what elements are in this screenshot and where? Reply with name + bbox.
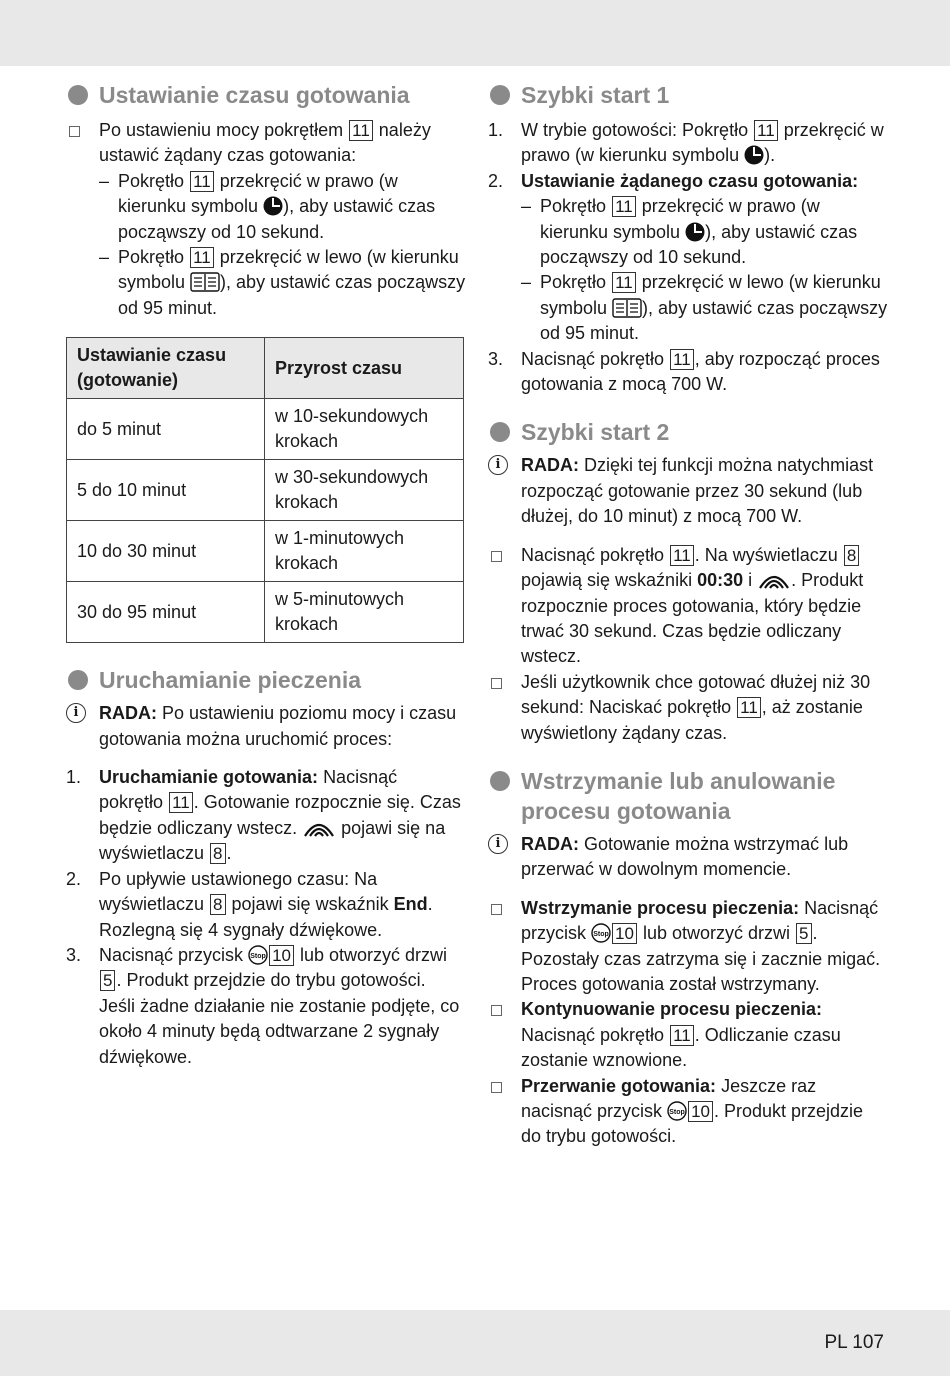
numbered-item: 3. Nacisnąć przycisk Stop 10 lub otworzyć drzwi 5 . Produkt przejdzie do trybu gotowości. Jeśli żadne działanie nie zostanie podjęte, co około 4 minuty będą odtwarzane 2 sygnały dźwiękowe. [66,944,460,1067]
sub-item: – Pokrętło 11 przekręcić w lewo (w kierunku symbolu ), aby ustawić czas począwszy od 95 minut. [521,272,888,344]
section-title-start-baking: Uruchamianie pieczenia [66,665,466,695]
table-row [67,460,464,521]
ref-knob: 11 [612,196,636,217]
ref-knob: 11 [612,272,636,293]
bullet-item: Nacisnąć pokrętło 11 . Na wyświetlaczu 8 pojawią się wskaźniki 00:30 i . Produkt rozpocznie proces gotowania, który będzie trwać 30 sekund. Czas będzie odliczany wstecz. [488,543,888,670]
bullet-item: Wstrzymanie procesu pieczenia: Nacisnąć przycisk Stop 10 lub otworzyć drzwi 5 . Pozostały czas zatrzyma się i zacznie migać. Proces gotowania został wstrzymany. [488,896,888,998]
header-band [0,0,950,66]
sub-item: – Pokrętło 11 przekręcić w lewo (w kierunku symbolu ), aby ustawić czas począwszy od 95 minut. [99,247,466,318]
info-icon: i [488,834,508,854]
tip-item: i RADA: Gotowanie można wstrzymać lub przerwać w dowolnym momencie. [488,832,888,883]
sub-item: – Pokrętło 11 przekręcić w prawo (w kierunku symbolu ), aby ustawić czas począwszy od 10 sekund. [99,170,436,242]
table-cell: do 5 minut [67,399,265,460]
ref-knob: 11 [670,545,694,566]
section-title-quick-start-2: Szybki start 2 [488,417,888,447]
bullet-dot-icon [490,771,510,791]
checkbox-bullet-icon [491,551,502,562]
ref-display: 8 [210,894,225,915]
checkbox-bullet-icon [491,1005,502,1016]
table-cell: 5 do 10 minut [67,460,265,521]
bullet-dot-icon [490,422,510,442]
svg-text:Stop: Stop [669,1109,685,1116]
ref-door: 5 [796,923,811,944]
footer-band [0,1310,950,1376]
bullet-item: Kontynuowanie procesu pieczenia: Nacisnąć pokrętło 11 . Odliczanie czasu zostanie wznowione. [488,997,888,1073]
section-title-quick-start-1: Szybki start 1 [488,80,888,110]
table-header-cell: Ustawianie czasu (gotowanie) [67,338,265,399]
numbered-item: 3. Nacisnąć pokrętło 11 , aby rozpocząć proces gotowania z mocą 700 W. [488,348,880,395]
right-column [488,80,888,1150]
table-row [67,582,464,643]
bullet-item: Jeśli użytkownik chce gotować dłużej niż 30 sekund: Naciskać pokrętło 11 , aż zostanie wyświetlony żądany czas. [488,670,888,746]
bullet-dot-icon [68,85,88,105]
tip-item: i RADA: Po ustawieniu poziomu mocy i czasu gotowania można uruchomić proces: [66,701,466,752]
table-row [67,521,464,582]
book-symbol-icon [190,272,220,292]
bullet-dot-icon [68,670,88,690]
numbered-item: 1. Uruchamianie gotowania: Nacisnąć pokrętło 11 . Gotowanie rozpocznie się. Czas będzie odliczany wstecz. pojawi się na wyświetlaczu 8 . [66,767,461,864]
ref-knob: 11 [670,1025,694,1046]
stop-button-icon [667,1101,687,1121]
ref-knob: 11 [169,792,193,813]
table-cell: w 5-minutowych krokach [265,582,464,643]
left-column [66,80,466,1070]
ref-knob: 11 [349,120,373,141]
section-title-pause-cancel: Wstrzymanie lub anulowanie procesu gotowania [488,766,888,826]
bullet-item: Przerwanie gotowania: Jeszcze raz nacisnąć przycisk Stop 10 . Produkt przejdzie do trybu gotowości. [488,1074,888,1150]
checkbox-bullet-icon [491,1082,502,1093]
sub-item: – Pokrętło 11 przekręcić w prawo (w kierunku symbolu ), aby ustawić czas począwszy od 10 sekund. [521,196,858,268]
table-cell: w 1-minutowych krokach [265,521,464,582]
bullet-dot-icon [490,85,510,105]
cooking-waves-icon [757,568,791,590]
clock-symbol-icon [744,145,764,165]
table-row [67,399,464,460]
table-cell: 30 do 95 minut [67,582,265,643]
page-number: PL 107 [824,1332,884,1353]
ref-stop: 10 [269,945,294,966]
clock-symbol-icon [685,222,705,242]
ref-knob: 11 [190,171,214,192]
checkbox-bullet-icon [491,904,502,915]
checkbox-bullet-icon [69,126,80,137]
ref-display: 8 [844,545,859,566]
ref-knob: 11 [670,349,694,370]
svg-text:Stop: Stop [250,952,266,960]
bullet-item: Po ustawieniu mocy pokrętłem 11 należy ustawić żądany czas gotowania: [66,118,466,169]
table-cell: w 10-sekundowych krokach [265,399,464,460]
book-symbol-icon [612,298,642,318]
ref-door: 5 [100,970,115,991]
cooking-waves-icon [302,816,336,838]
ref-stop: 10 [688,1101,713,1122]
ref-knob: 11 [737,697,761,718]
info-icon: i [488,455,508,475]
svg-text:Stop: Stop [593,931,609,939]
checkbox-bullet-icon [491,678,502,689]
ref-knob: 11 [754,120,778,141]
clock-symbol-icon [263,196,283,216]
numbered-item: 2. Ustawianie żądanego czasu gotowania: [488,170,859,191]
table-header-cell: Przyrost czasu [265,338,464,399]
numbered-item: 1. W trybie gotowości: Pokrętło 11 przekręcić w prawo (w kierunku symbolu ). [488,120,884,166]
ref-display: 8 [210,843,225,864]
table-cell: 10 do 30 minut [67,521,265,582]
info-icon: i [66,703,86,723]
ref-knob: 11 [190,247,214,268]
table-cell: w 30-sekundowych krokach [265,460,464,521]
stop-button-icon [591,923,611,943]
section-title-time-setting: Ustawianie czasu gotowania [66,80,466,110]
numbered-item: 2. Po upływie ustawionego czasu: Na wyświetlaczu 8 pojawi się wskaźnik End. Rozlegną się 4 sygnały dźwiękowe. [66,868,433,940]
ref-stop: 10 [612,923,637,944]
tip-item: i RADA: Dzięki tej funkcji można natychmiast rozpocząć gotowanie przez 30 sekund (lub dłużej, do 10 minut) z mocą 700 W. [488,453,888,529]
stop-button-icon [248,945,268,965]
time-increment-table [66,337,464,643]
